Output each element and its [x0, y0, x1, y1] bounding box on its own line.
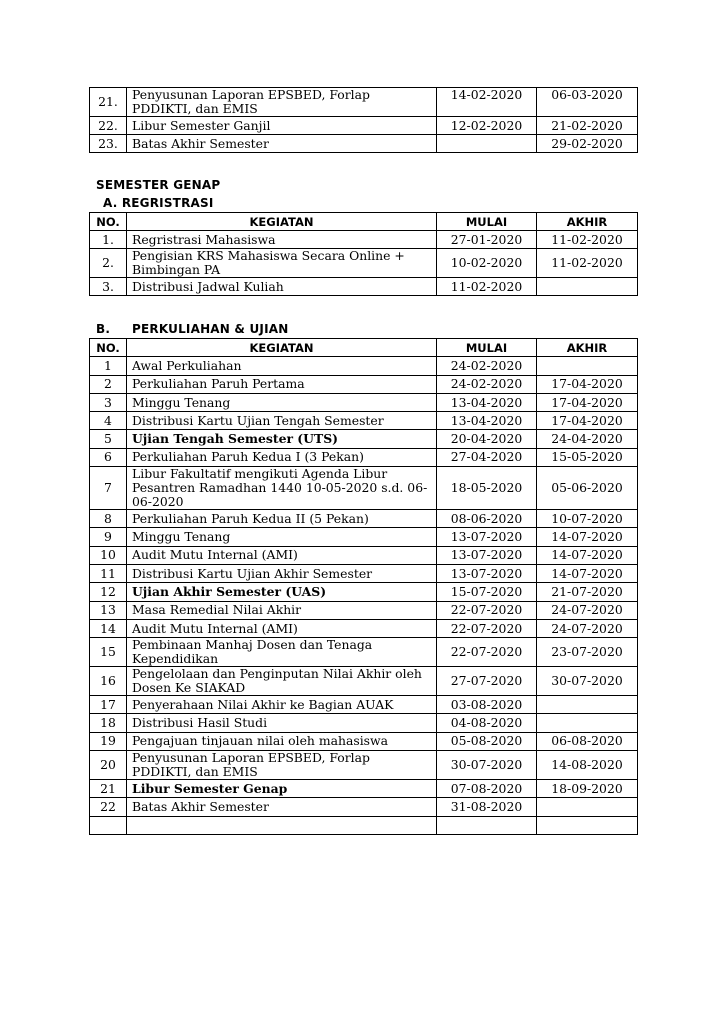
- header-no: NO.: [90, 213, 127, 231]
- end-date-cell: 29-02-2020: [537, 135, 638, 153]
- table-header-row: [90, 213, 638, 231]
- header-mulai: MULAI: [437, 339, 537, 357]
- end-date-cell: 24-07-2020: [537, 619, 638, 637]
- end-date-cell: 21-02-2020: [537, 117, 638, 135]
- start-date-cell: 30-07-2020: [437, 751, 537, 780]
- section-a-heading: A. REGRISTRASI: [103, 196, 214, 210]
- activity-cell: Distribusi Jadwal Kuliah: [127, 278, 437, 296]
- activity-cell: Minggu Tenang: [127, 393, 437, 411]
- lecture-exam-table: [89, 338, 638, 835]
- start-date-cell: 12-02-2020: [437, 117, 537, 135]
- table-row: [90, 751, 638, 780]
- start-date-cell: 13-04-2020: [437, 393, 537, 411]
- header-akhir: AKHIR: [537, 213, 638, 231]
- row-number: 10: [90, 546, 127, 564]
- start-date-cell: 15-07-2020: [437, 583, 537, 601]
- start-date-cell: 05-08-2020: [437, 732, 537, 750]
- end-date-cell: 18-09-2020: [537, 780, 638, 798]
- end-date-cell: 06-03-2020: [537, 88, 638, 117]
- start-date-cell: 20-04-2020: [437, 430, 537, 448]
- start-date-cell: 22-07-2020: [437, 619, 537, 637]
- table-row: [90, 696, 638, 714]
- row-number: 9: [90, 528, 127, 546]
- row-number: 22: [90, 798, 127, 816]
- semester-heading: SEMESTER GENAP: [96, 178, 221, 192]
- table-row: [90, 780, 638, 798]
- start-date-cell: 18-05-2020: [437, 467, 537, 510]
- row-number: 17: [90, 696, 127, 714]
- table-row: [90, 249, 638, 278]
- table-row: [90, 546, 638, 564]
- activity-cell: Ujian Akhir Semester (UAS): [127, 583, 437, 601]
- end-date-cell: 14-07-2020: [537, 546, 638, 564]
- start-date-cell: 27-01-2020: [437, 231, 537, 249]
- header-akhir: AKHIR: [537, 339, 638, 357]
- activity-cell: Libur Semester Ganjil: [127, 117, 437, 135]
- table-row: [90, 732, 638, 750]
- activity-cell: Audit Mutu Internal (AMI): [127, 619, 437, 637]
- end-date-cell: 10-07-2020: [537, 510, 638, 528]
- start-date-cell: 27-07-2020: [437, 667, 537, 696]
- end-date-cell: 11-02-2020: [537, 231, 638, 249]
- end-date-cell: [537, 816, 638, 834]
- row-number: 14: [90, 619, 127, 637]
- row-number: 12: [90, 583, 127, 601]
- previous-schedule-body: [90, 88, 638, 153]
- row-number: 11: [90, 564, 127, 582]
- end-date-cell: [537, 357, 638, 375]
- end-date-cell: 24-04-2020: [537, 430, 638, 448]
- table-row: [90, 619, 638, 637]
- table-row: [90, 816, 638, 834]
- end-date-cell: 17-04-2020: [537, 412, 638, 430]
- table-row: [90, 510, 638, 528]
- section-b-letter: B.: [96, 322, 111, 336]
- table-row: [90, 430, 638, 448]
- start-date-cell: 31-08-2020: [437, 798, 537, 816]
- activity-cell: Pembinaan Manhaj Dosen dan Tenaga Kependidikan: [127, 638, 437, 667]
- table-row: [90, 448, 638, 466]
- activity-cell: Libur Semester Genap: [127, 780, 437, 798]
- row-number: [90, 816, 127, 834]
- start-date-cell: 07-08-2020: [437, 780, 537, 798]
- table-row: [90, 798, 638, 816]
- start-date-cell: 14-02-2020: [437, 88, 537, 117]
- start-date-cell: 04-08-2020: [437, 714, 537, 732]
- start-date-cell: 24-02-2020: [437, 375, 537, 393]
- start-date-cell: 13-07-2020: [437, 546, 537, 564]
- row-number: 2: [90, 375, 127, 393]
- table-row: [90, 564, 638, 582]
- start-date-cell: 13-07-2020: [437, 564, 537, 582]
- end-date-cell: 06-08-2020: [537, 732, 638, 750]
- row-number: 22.: [90, 117, 127, 135]
- start-date-cell: 22-07-2020: [437, 638, 537, 667]
- table-row: [90, 231, 638, 249]
- end-date-cell: 17-04-2020: [537, 393, 638, 411]
- start-date-cell: 22-07-2020: [437, 601, 537, 619]
- table-row: [90, 278, 638, 296]
- activity-cell: Distribusi Hasil Studi: [127, 714, 437, 732]
- activity-cell: Perkuliahan Paruh Kedua II (5 Pekan): [127, 510, 437, 528]
- section-b-heading: PERKULIAHAN & UJIAN: [132, 322, 289, 336]
- table-row: [90, 714, 638, 732]
- start-date-cell: 27-04-2020: [437, 448, 537, 466]
- activity-cell: Penyusunan Laporan EPSBED, Forlap PDDIKTI, dan EMIS: [127, 751, 437, 780]
- activity-cell: Ujian Tengah Semester (UTS): [127, 430, 437, 448]
- activity-cell: Pengajuan tinjauan nilai oleh mahasiswa: [127, 732, 437, 750]
- header-kegiatan: KEGIATAN: [127, 339, 437, 357]
- row-number: 3.: [90, 278, 127, 296]
- start-date-cell: 03-08-2020: [437, 696, 537, 714]
- table-row: [90, 638, 638, 667]
- row-number: 19: [90, 732, 127, 750]
- activity-cell: Regristrasi Mahasiswa: [127, 231, 437, 249]
- previous-schedule-table: [89, 87, 638, 153]
- row-number: 4: [90, 412, 127, 430]
- activity-cell: Penyerahaan Nilai Akhir ke Bagian AUAK: [127, 696, 437, 714]
- end-date-cell: [537, 696, 638, 714]
- activity-cell: Libur Fakultatif mengikuti Agenda Libur Pesantren Ramadhan 1440 10-05-2020 s.d. 06-06-2020: [127, 467, 437, 510]
- end-date-cell: [537, 278, 638, 296]
- table-row: [90, 375, 638, 393]
- row-number: 8: [90, 510, 127, 528]
- row-number: 21: [90, 780, 127, 798]
- start-date-cell: 13-07-2020: [437, 528, 537, 546]
- activity-cell: Masa Remedial Nilai Akhir: [127, 601, 437, 619]
- end-date-cell: 05-06-2020: [537, 467, 638, 510]
- start-date-cell: [437, 135, 537, 153]
- activity-cell: Batas Akhir Semester: [127, 798, 437, 816]
- lecture-exam-body: [90, 357, 638, 835]
- row-number: 16: [90, 667, 127, 696]
- row-number: 21.: [90, 88, 127, 117]
- start-date-cell: 11-02-2020: [437, 278, 537, 296]
- table-row: [90, 88, 638, 117]
- activity-cell: Minggu Tenang: [127, 528, 437, 546]
- header-no: NO.: [90, 339, 127, 357]
- table-row: [90, 412, 638, 430]
- activity-cell: Perkuliahan Paruh Kedua I (3 Pekan): [127, 448, 437, 466]
- activity-cell: Batas Akhir Semester: [127, 135, 437, 153]
- end-date-cell: [537, 714, 638, 732]
- table-row: [90, 601, 638, 619]
- row-number: 3: [90, 393, 127, 411]
- activity-cell: Audit Mutu Internal (AMI): [127, 546, 437, 564]
- row-number: 6: [90, 448, 127, 466]
- activity-cell: Perkuliahan Paruh Pertama: [127, 375, 437, 393]
- registration-body: [90, 231, 638, 296]
- start-date-cell: 10-02-2020: [437, 249, 537, 278]
- table-row: [90, 583, 638, 601]
- registration-table: [89, 212, 638, 296]
- end-date-cell: [537, 798, 638, 816]
- start-date-cell: 24-02-2020: [437, 357, 537, 375]
- end-date-cell: 14-07-2020: [537, 528, 638, 546]
- table-row: [90, 135, 638, 153]
- row-number: 20: [90, 751, 127, 780]
- end-date-cell: 23-07-2020: [537, 638, 638, 667]
- table-row: [90, 528, 638, 546]
- start-date-cell: 08-06-2020: [437, 510, 537, 528]
- table-row: [90, 117, 638, 135]
- row-number: 18: [90, 714, 127, 732]
- end-date-cell: 30-07-2020: [537, 667, 638, 696]
- activity-cell: Distribusi Kartu Ujian Akhir Semester: [127, 564, 437, 582]
- activity-cell: Pengisian KRS Mahasiswa Secara Online + Bimbingan PA: [127, 249, 437, 278]
- row-number: 2.: [90, 249, 127, 278]
- end-date-cell: 24-07-2020: [537, 601, 638, 619]
- end-date-cell: 15-05-2020: [537, 448, 638, 466]
- table-row: [90, 393, 638, 411]
- start-date-cell: [437, 816, 537, 834]
- activity-cell: Penyusunan Laporan EPSBED, Forlap PDDIKTI, dan EMIS: [127, 88, 437, 117]
- row-number: 1: [90, 357, 127, 375]
- end-date-cell: 17-04-2020: [537, 375, 638, 393]
- row-number: 13: [90, 601, 127, 619]
- header-mulai: MULAI: [437, 213, 537, 231]
- end-date-cell: 14-07-2020: [537, 564, 638, 582]
- row-number: 15: [90, 638, 127, 667]
- table-row: [90, 467, 638, 510]
- end-date-cell: 21-07-2020: [537, 583, 638, 601]
- header-kegiatan: KEGIATAN: [127, 213, 437, 231]
- end-date-cell: 14-08-2020: [537, 751, 638, 780]
- table-row: [90, 357, 638, 375]
- table-row: [90, 667, 638, 696]
- row-number: 23.: [90, 135, 127, 153]
- activity-cell: [127, 816, 437, 834]
- row-number: 1.: [90, 231, 127, 249]
- row-number: 5: [90, 430, 127, 448]
- activity-cell: Pengelolaan dan Penginputan Nilai Akhir oleh Dosen Ke SIAKAD: [127, 667, 437, 696]
- table-header-row: [90, 339, 638, 357]
- start-date-cell: 13-04-2020: [437, 412, 537, 430]
- activity-cell: Distribusi Kartu Ujian Tengah Semester: [127, 412, 437, 430]
- row-number: 7: [90, 467, 127, 510]
- activity-cell: Awal Perkuliahan: [127, 357, 437, 375]
- end-date-cell: 11-02-2020: [537, 249, 638, 278]
